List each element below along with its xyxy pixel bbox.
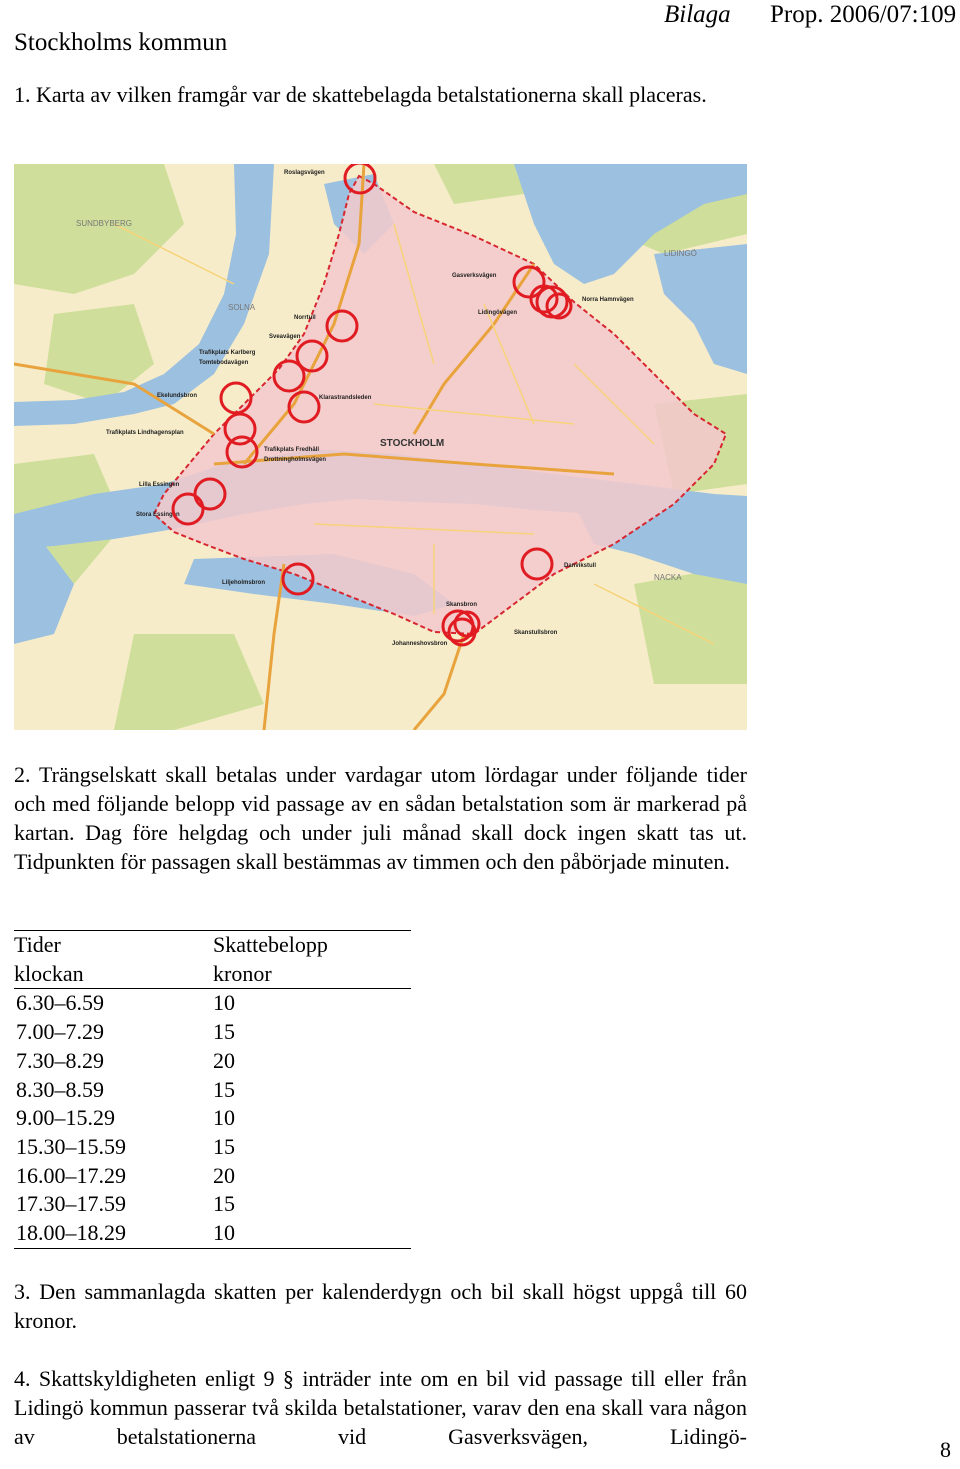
station-label: Trafikplats Lindhagensplan [106,430,184,436]
table-row [14,1190,411,1219]
document-header-bilaga: Bilaga [664,1,731,28]
table-row [14,989,411,1018]
time-cell: 15.30–15.59 [16,1133,126,1159]
area-label-lidingo: LIDINGÖ [664,249,697,258]
station-label: Danvikstull [564,563,597,569]
station-label: Sveavägen [269,334,301,340]
table-row [14,1133,411,1162]
station-label: Skansbron [446,602,478,608]
section-3-text: 3. Den sammanlagda skatten per kalenderdygn och bil skall högst uppgå till 60 kronor. [14,1279,747,1333]
area-label-solna: SOLNA [228,303,256,312]
amount-cell: 15 [213,1191,235,1217]
amount-cell: 15 [213,1076,235,1102]
station-label: Drottningholmsvägen [264,457,327,463]
stockholm-toll-map [14,164,747,730]
table-row [14,1018,411,1047]
station-label: Gasverksvägen [452,273,497,279]
amount-cell: 20 [213,1162,235,1188]
table-row [14,1162,411,1191]
time-cell: 9.00–15.29 [16,1105,115,1131]
amount-cell: 10 [213,1105,235,1131]
table-header-row [14,931,411,960]
station-label: Roslagsvägen [284,170,325,176]
amount-cell: 15 [213,1133,235,1159]
time-cell: 6.30–6.59 [16,990,104,1016]
city-label: STOCKHOLM [380,438,445,449]
time-cell: 18.00–18.29 [14,1219,213,1248]
station-label: Trafikplats Fredhäll [264,447,320,453]
page-number: 8 [940,1437,951,1462]
map-svg [14,164,747,730]
table-header-cell: klockan [14,960,213,989]
station-label: Skanstullsbron [514,630,558,636]
table-header-row [14,960,411,989]
time-cell: 16.00–17.29 [16,1162,126,1188]
table-header-cell: Tider [14,931,213,960]
station-label: Norra Hamnvägen [582,297,634,303]
toll-rate-table [14,930,411,1249]
section-2-text: 2. Trängselskatt skall betalas under vardagar utom lördagar under följande tider och med följande belopp vid passage av en sådan betalstation som är markerad på kartan. Dag före helgdag och under juli månad skall dock ingen skatt tas ut. Tidpunkten för passagen skall bestämmas av timmen och den påbörjade minuten. [14,762,747,874]
station-label: Tomtebodavägen [199,360,249,366]
station-label: Klarastrandsleden [319,395,372,401]
area-label-nacka: NACKA [654,573,682,582]
section-1-text: 1. Karta av vilken framgår var de skattebelagda betalstationerna skall placeras. [14,82,707,107]
station-label: Ekelundsbron [157,393,198,399]
station-label: Johanneshovsbron [392,641,448,647]
table-row [14,1047,411,1076]
amount-cell: 10 [213,990,235,1016]
station-label: Liljeholmsbron [222,580,266,586]
section-4-text: 4. Skattskyldigheten enligt 9 § inträder inte om en bil vid passage till eller från Lidingö kommun passerar två skilda betalstationer, varav den ena skall vara någon av betalstationerna vid Gasverksvägen, Lidingö- [14,1366,747,1449]
amount-cell: 20 [213,1047,235,1073]
document-header-prop: Prop. 2006/07:109 [770,1,957,28]
amount-cell: 10 [213,1219,411,1248]
area-label-sundbyberg: SUNDBYBERG [76,219,133,228]
station-label: Lilla Essingen [139,482,180,488]
station-label: Stora Essingen [136,512,180,518]
time-cell: 17.30–17.59 [16,1191,126,1217]
station-label: Trafikplats Karlberg [199,350,256,356]
table-row [14,1104,411,1133]
table-row [14,1219,411,1248]
table-header-cell: kronor [213,960,411,989]
time-cell: 7.00–7.29 [16,1019,104,1045]
station-label: Norrtull [294,315,316,321]
time-cell: 7.30–8.29 [16,1047,104,1073]
time-cell: 8.30–8.59 [16,1076,104,1102]
amount-cell: 15 [213,1019,235,1045]
table-row [14,1076,411,1105]
table-header-cell: Skattebelopp [213,931,411,960]
station-label: Lidingövägen [478,310,517,316]
document-header-left: Stockholms kommun [14,29,228,56]
